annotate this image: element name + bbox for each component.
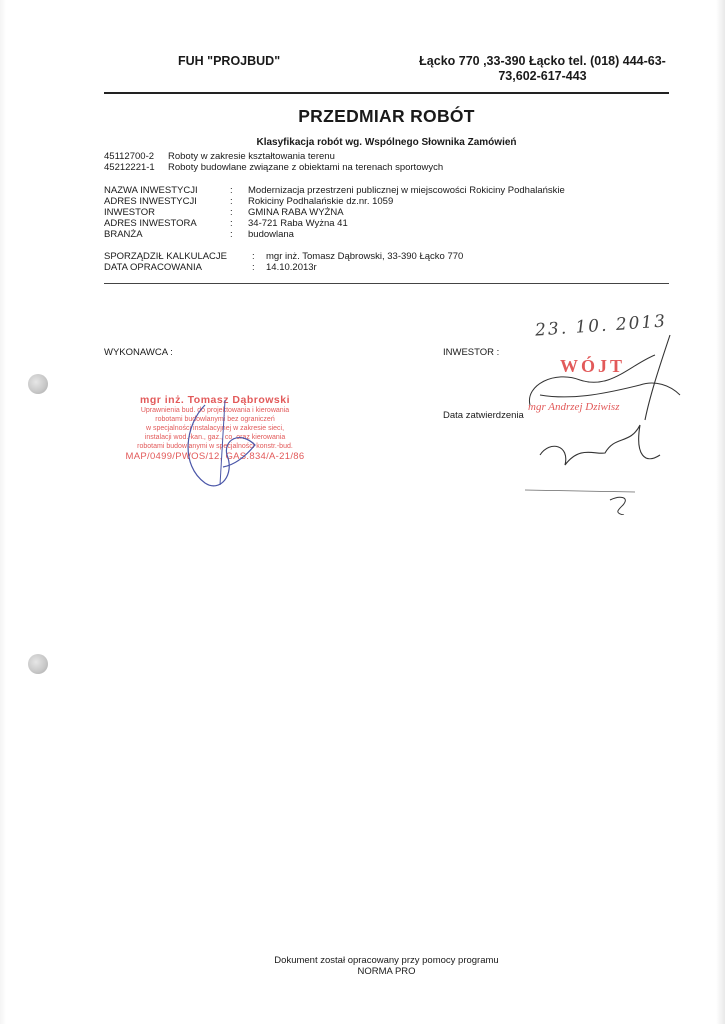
stamp-line: instalacji wod.-kan., gaz., co. oraz kierowania bbox=[144, 434, 286, 441]
footer-line-2: NORMA PRO bbox=[357, 966, 416, 977]
info-row bbox=[104, 251, 463, 262]
punch-hole bbox=[28, 654, 48, 674]
info-colon: : bbox=[230, 185, 233, 196]
stamp-line: w specjalności instalacyjnej w zakresie sieci, bbox=[145, 425, 285, 432]
document-title: PRZEDMIAR ROBÓT bbox=[298, 106, 475, 126]
info-row bbox=[104, 229, 294, 240]
contractor-label: WYKONAWCA : bbox=[104, 347, 173, 358]
info-label: DATA OPRACOWANIA bbox=[104, 262, 203, 273]
footer-line-1: Dokument został opracowany przy pomocy programu bbox=[274, 955, 499, 966]
cpv-row bbox=[104, 151, 335, 162]
info-value: 14.10.2013r bbox=[266, 262, 317, 273]
info-label: ADRES INWESTORA bbox=[104, 218, 197, 229]
header-divider bbox=[104, 92, 669, 94]
info-row bbox=[104, 218, 348, 229]
stamp-license: MAP/0499/PWOS/12, GAS.834/A-21/86 bbox=[125, 451, 305, 462]
approval-date-label: Data zatwierdzenia bbox=[443, 410, 524, 421]
company-name: FUH "PROJBUD" bbox=[178, 54, 281, 68]
info-label: ADRES INWESTYCJI bbox=[104, 196, 197, 207]
info-value: 34-721 Raba Wyżna 41 bbox=[248, 218, 348, 229]
info-colon: : bbox=[252, 251, 255, 262]
classification-heading: Klasyfikacja robót wg. Wspólnego Słownika Zamówień bbox=[256, 137, 517, 148]
info-colon: : bbox=[230, 218, 233, 229]
info-label: SPORZĄDZIŁ KALKULACJE bbox=[104, 251, 228, 262]
punch-hole bbox=[28, 374, 48, 394]
cpv-row bbox=[104, 162, 443, 173]
stamp-name: mgr inż. Tomasz Dąbrowski bbox=[140, 394, 290, 406]
address-line-1: Łącko 770 ,33-390 Łącko tel. (018) 444-63- bbox=[419, 54, 666, 68]
info-label: BRANŻA bbox=[104, 229, 143, 240]
info-value: mgr inż. Tomasz Dąbrowski, 33-390 Łącko 770 bbox=[266, 251, 464, 262]
info-label: INWESTOR bbox=[104, 207, 156, 218]
stamp-line: Uprawnienia bud. do projektowania i kierowania bbox=[140, 407, 290, 414]
footer-note bbox=[104, 955, 669, 977]
info-divider bbox=[104, 283, 669, 284]
stamp-line: robotami budowlanymi w specjalności konstr.-bud. bbox=[137, 443, 293, 450]
info-value: budowlana bbox=[248, 229, 294, 240]
cpv-desc: Roboty budowlane związane z obiektami na terenach sportowych bbox=[168, 162, 444, 173]
investor-signature bbox=[520, 325, 700, 515]
investor-label: INWESTOR : bbox=[443, 347, 500, 358]
company-address bbox=[415, 54, 670, 84]
info-value: Rokiciny Podhalańskie dz.nr. 1059 bbox=[248, 196, 394, 207]
info-colon: : bbox=[230, 207, 233, 218]
cpv-desc: Roboty w zakresie kształtowania terenu bbox=[168, 151, 335, 162]
handwritten-date: 23. 10. 2013 bbox=[534, 311, 668, 341]
wojt-stamp: WÓJT bbox=[560, 356, 626, 376]
info-row bbox=[104, 207, 344, 218]
info-colon: : bbox=[230, 229, 233, 240]
stamp-line: robotami budowlanymi bez ograniczeń bbox=[155, 416, 275, 423]
info-colon: : bbox=[252, 262, 255, 273]
cpv-code: 45212221-1 bbox=[104, 162, 155, 173]
investor-name-stamp: mgr Andrzej Dziwisz bbox=[528, 401, 620, 413]
info-label: NAZWA INWESTYCJI bbox=[104, 185, 198, 196]
info-value: GMINA RABA WYŻNA bbox=[248, 207, 344, 218]
contractor-signature bbox=[165, 395, 285, 495]
info-row bbox=[104, 196, 393, 207]
address-line-2: 73,602-617-443 bbox=[498, 69, 587, 83]
info-row bbox=[104, 262, 317, 273]
info-row bbox=[104, 185, 565, 196]
cpv-code: 45112700-2 bbox=[104, 151, 155, 162]
info-value: Modernizacja przestrzeni publicznej w miejscowości Rokiciny Podhalańskie bbox=[248, 185, 565, 196]
info-colon: : bbox=[230, 196, 233, 207]
